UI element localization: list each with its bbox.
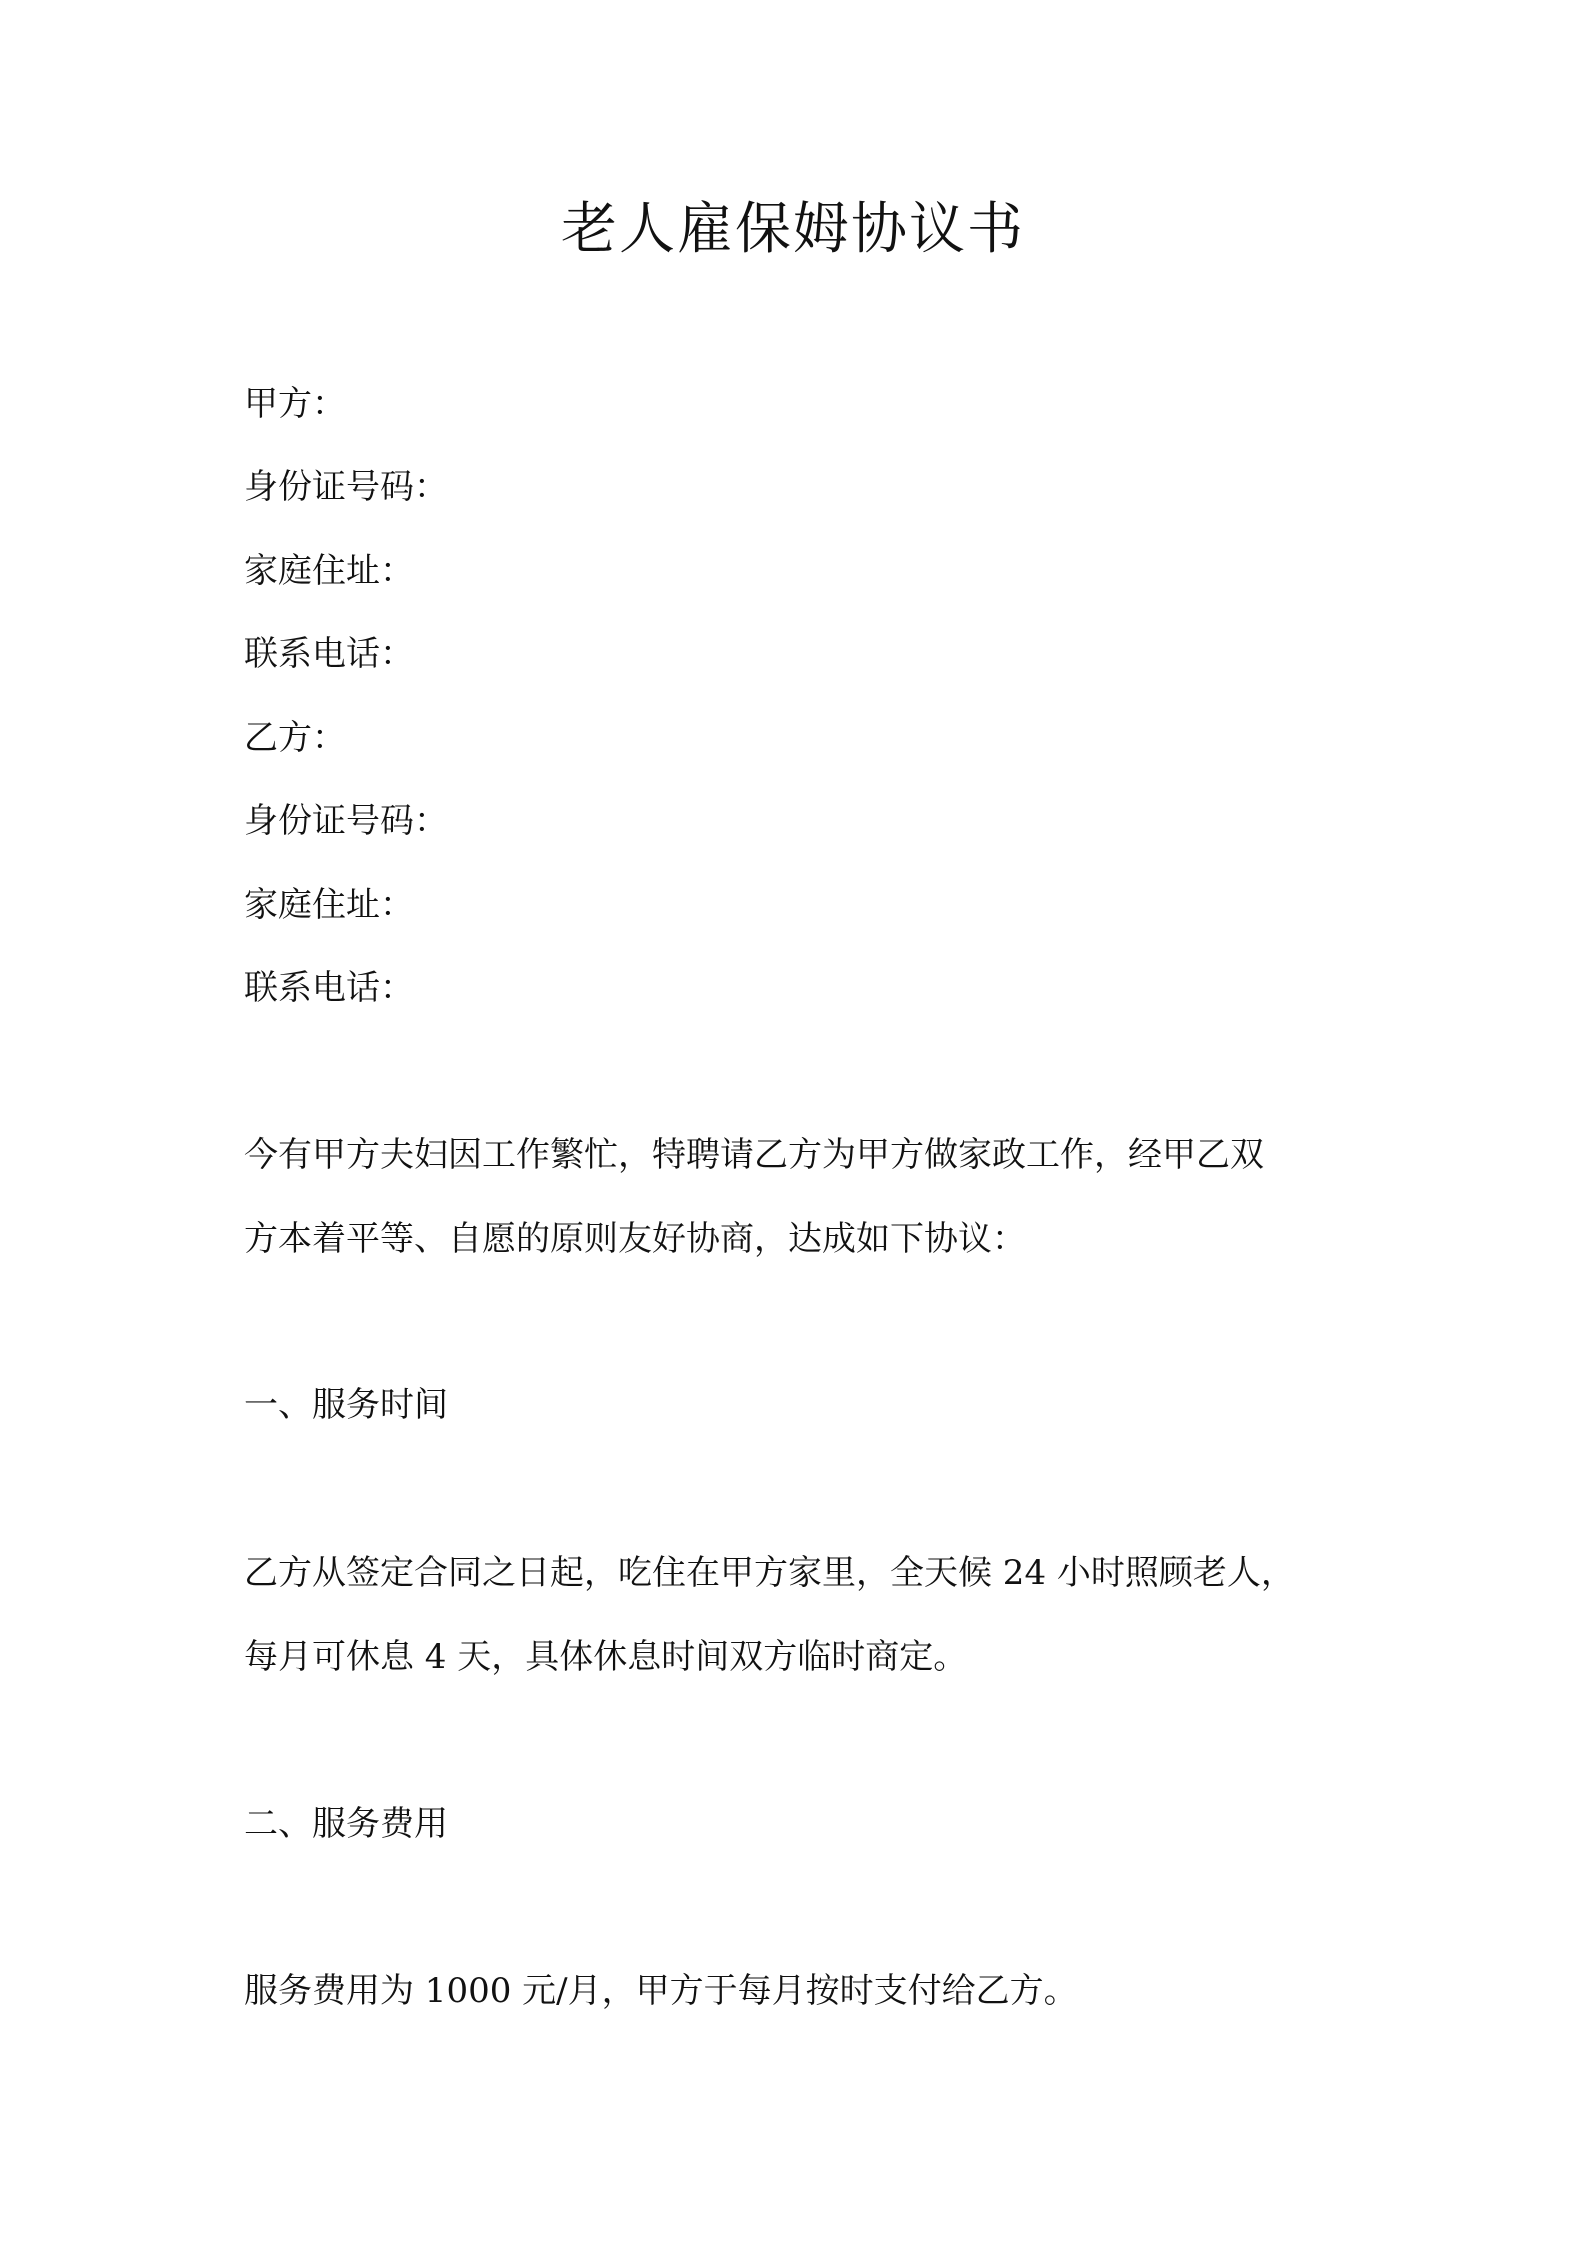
intro-line-2: 方本着平等、自愿的原则友好协商，达成如下协议： (244, 1219, 1026, 1259)
party-b-phone-label: 联系电话： (244, 968, 414, 1008)
document-title: 老人雇保姆协议书 (561, 197, 1025, 262)
party-b-name-label: 乙方： (244, 718, 346, 758)
party-b-id-label: 身份证号码： (244, 801, 448, 841)
intro-line-1: 今有甲方夫妇因工作繁忙，特聘请乙方为甲方做家政工作，经甲乙双 (244, 1135, 1264, 1175)
party-a-phone-label: 联系电话： (244, 634, 414, 674)
section-1-heading: 一、服务时间 (244, 1385, 448, 1425)
section-1-paragraph (244, 1551, 1364, 1679)
section-2-heading: 二、服务费用 (244, 1804, 448, 1844)
section-1-line-2: 每月可休息 4 天，具体休息时间双方临时商定。 (244, 1637, 968, 1677)
party-b-address-label: 家庭住址： (244, 885, 414, 925)
party-a-name-label: 甲方： (244, 384, 346, 424)
party-a-address-label: 家庭住址： (244, 551, 414, 591)
section-2-line-1: 服务费用为 1000 元/月，甲方于每月按时支付给乙方。 (244, 1971, 1078, 2011)
party-a-id-label: 身份证号码： (244, 467, 448, 507)
intro-paragraph (244, 1133, 1364, 1261)
section-1-line-1: 乙方从签定合同之日起，吃住在甲方家里，全天候 24 小时照顾老人， (244, 1553, 1295, 1593)
section-2-paragraph (244, 1969, 1364, 2013)
